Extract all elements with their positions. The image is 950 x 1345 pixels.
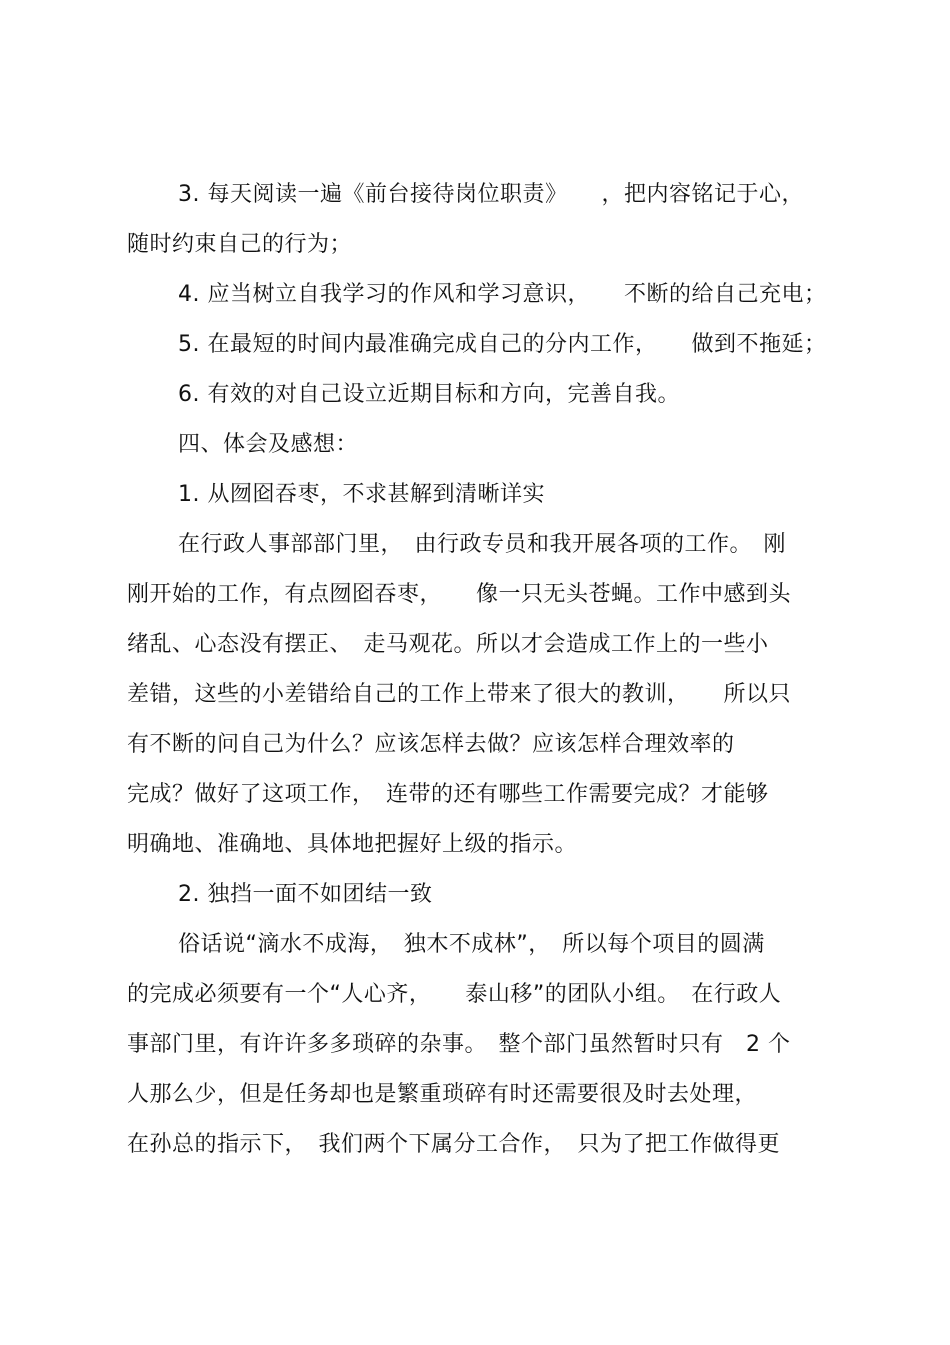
paragraph-1-line-5: 有不断的问自己为什么？应该怎样去做？应该怎样合理效率的 bbox=[127, 732, 735, 757]
paragraph-2-line-2: 的完成必须要有一个“人心齐， 泰山移”的团队小组。 在行政人 bbox=[127, 982, 782, 1007]
section-heading: 四、体会及感想： bbox=[178, 432, 359, 457]
paragraph-2-line-4: 人那么少，但是任务却也是繁重琐碎有时还需要很及时去处理， bbox=[127, 1082, 758, 1107]
paragraph-1-line-6: 完成？做好了这项工作， 连带的还有哪些工作需要完成？才能够 bbox=[127, 782, 769, 807]
paragraph-1-line-2: 刚开始的工作，有点囫囵吞枣， 像一只无头苍蝇。工作中感到头 bbox=[127, 582, 792, 607]
list-item-5: 5. 在最短的时间内最准确完成自己的分内工作， 做到不拖延； bbox=[178, 332, 827, 357]
subheading-2: 2. 独挡一面不如团结一致 bbox=[178, 882, 433, 907]
subheading-1: 1. 从囫囵吞枣，不求甚解到清晰详实 bbox=[178, 482, 545, 507]
paragraph-2-line-5: 在孙总的指示下， 我们两个下属分工合作， 只为了把工作做得更 bbox=[127, 1132, 781, 1157]
paragraph-1-line-4: 差错，这些的小差错给自己的工作上带来了很大的教训， 所以只 bbox=[127, 682, 792, 707]
list-item-4: 4. 应当树立自我学习的作风和学习意识， 不断的给自己充电； bbox=[178, 282, 827, 307]
paragraph-1-line-3: 绪乱、心态没有摆正、 走马观花。所以才会造成工作上的一些小 bbox=[127, 632, 769, 657]
paragraph-2-line-1: 俗话说“滴水不成海， 独木不成林”， 所以每个项目的圆满 bbox=[178, 932, 765, 957]
list-item-3-continuation: 随时约束自己的行为； bbox=[127, 232, 353, 257]
list-item-3: 3. 每天阅读一遍《前台接待岗位职责》 ，把内容铭记于心， bbox=[178, 182, 804, 207]
paragraph-2-line-3: 事部门里，有许许多多琐碎的杂事。 整个部门虽然暂时只有 2 个 bbox=[127, 1032, 791, 1057]
paragraph-1-line-1: 在行政人事部部门里， 由行政专员和我开展各项的工作。 刚 bbox=[178, 532, 787, 557]
list-item-6: 6. 有效的对自己设立近期目标和方向，完善自我。 bbox=[178, 382, 680, 407]
paragraph-1-line-7: 明确地、准确地、具体地把握好上级的指示。 bbox=[127, 832, 578, 857]
